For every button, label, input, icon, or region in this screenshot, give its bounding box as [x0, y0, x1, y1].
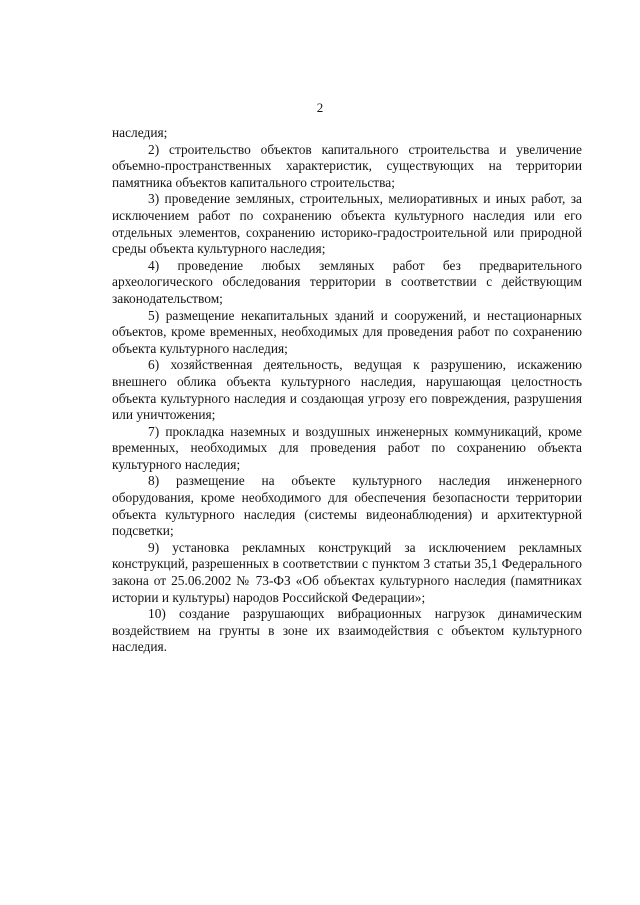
- list-item-5: 5) размещение некапитальных зданий и сооружений, и нестационарных объектов, кроме временных, необходимых для проведения работ по сохранению объекта культурного наследия;: [112, 307, 582, 356]
- page-number: 2: [316, 100, 324, 115]
- list-item-10: 10) создание разрушающих вибрационных нагрузок динамическим воздействием на грунты в зоне их взаимодействия с объектом культурного наследия.: [112, 606, 582, 655]
- list-item-4: 4) проведение любых земляных работ без предварительного археологического обследования территории в соответствии с действующим законодательством;: [112, 257, 582, 306]
- document-body: [112, 125, 582, 656]
- list-item-7: 7) прокладка наземных и воздушных инженерных коммуникаций, кроме временных, необходимых для проведения работ по сохранению объекта культурного наследия;: [112, 423, 582, 472]
- list-item-9: 9) установка рекламных конструкций за исключением рекламных конструкций, разрешенных в соответствии с пунктом 3 статьи 35,1 Федерального закона от 25.06.2002 № 73-ФЗ «Об объектах культурного наследия (памятниках истории и культуры) народов Российской Федерации»;: [112, 539, 582, 605]
- list-item-2: 2) строительство объектов капитального строительства и увеличение объемно-пространственных характеристик, существующих на территории памятника объектов капитального строительства;: [112, 141, 582, 190]
- paragraph-continuation: наследия;: [112, 125, 168, 140]
- list-item-3: 3) проведение земляных, строительных, мелиоративных и иных работ, за исключением работ по сохранению объекта культурного наследия или его отдельных элементов, сохранению историко-градостроительной или природной среды объекта культурного наследия;: [112, 191, 582, 257]
- list-item-6: 6) хозяйственная деятельность, ведущая к разрушению, искажению внешнего облика объекта культурного наследия, нарушающая целостность объекта культурного наследия и создающая угрозу его повреждения, разрушения или уничтожения;: [112, 357, 582, 423]
- list-item-8: 8) размещение на объекте культурного наследия инженерного оборудования, кроме необходимого для обеспечения безопасности территории объекта культурного наследия (системы видеонаблюдения) и архитектурной подсветки;: [112, 473, 582, 539]
